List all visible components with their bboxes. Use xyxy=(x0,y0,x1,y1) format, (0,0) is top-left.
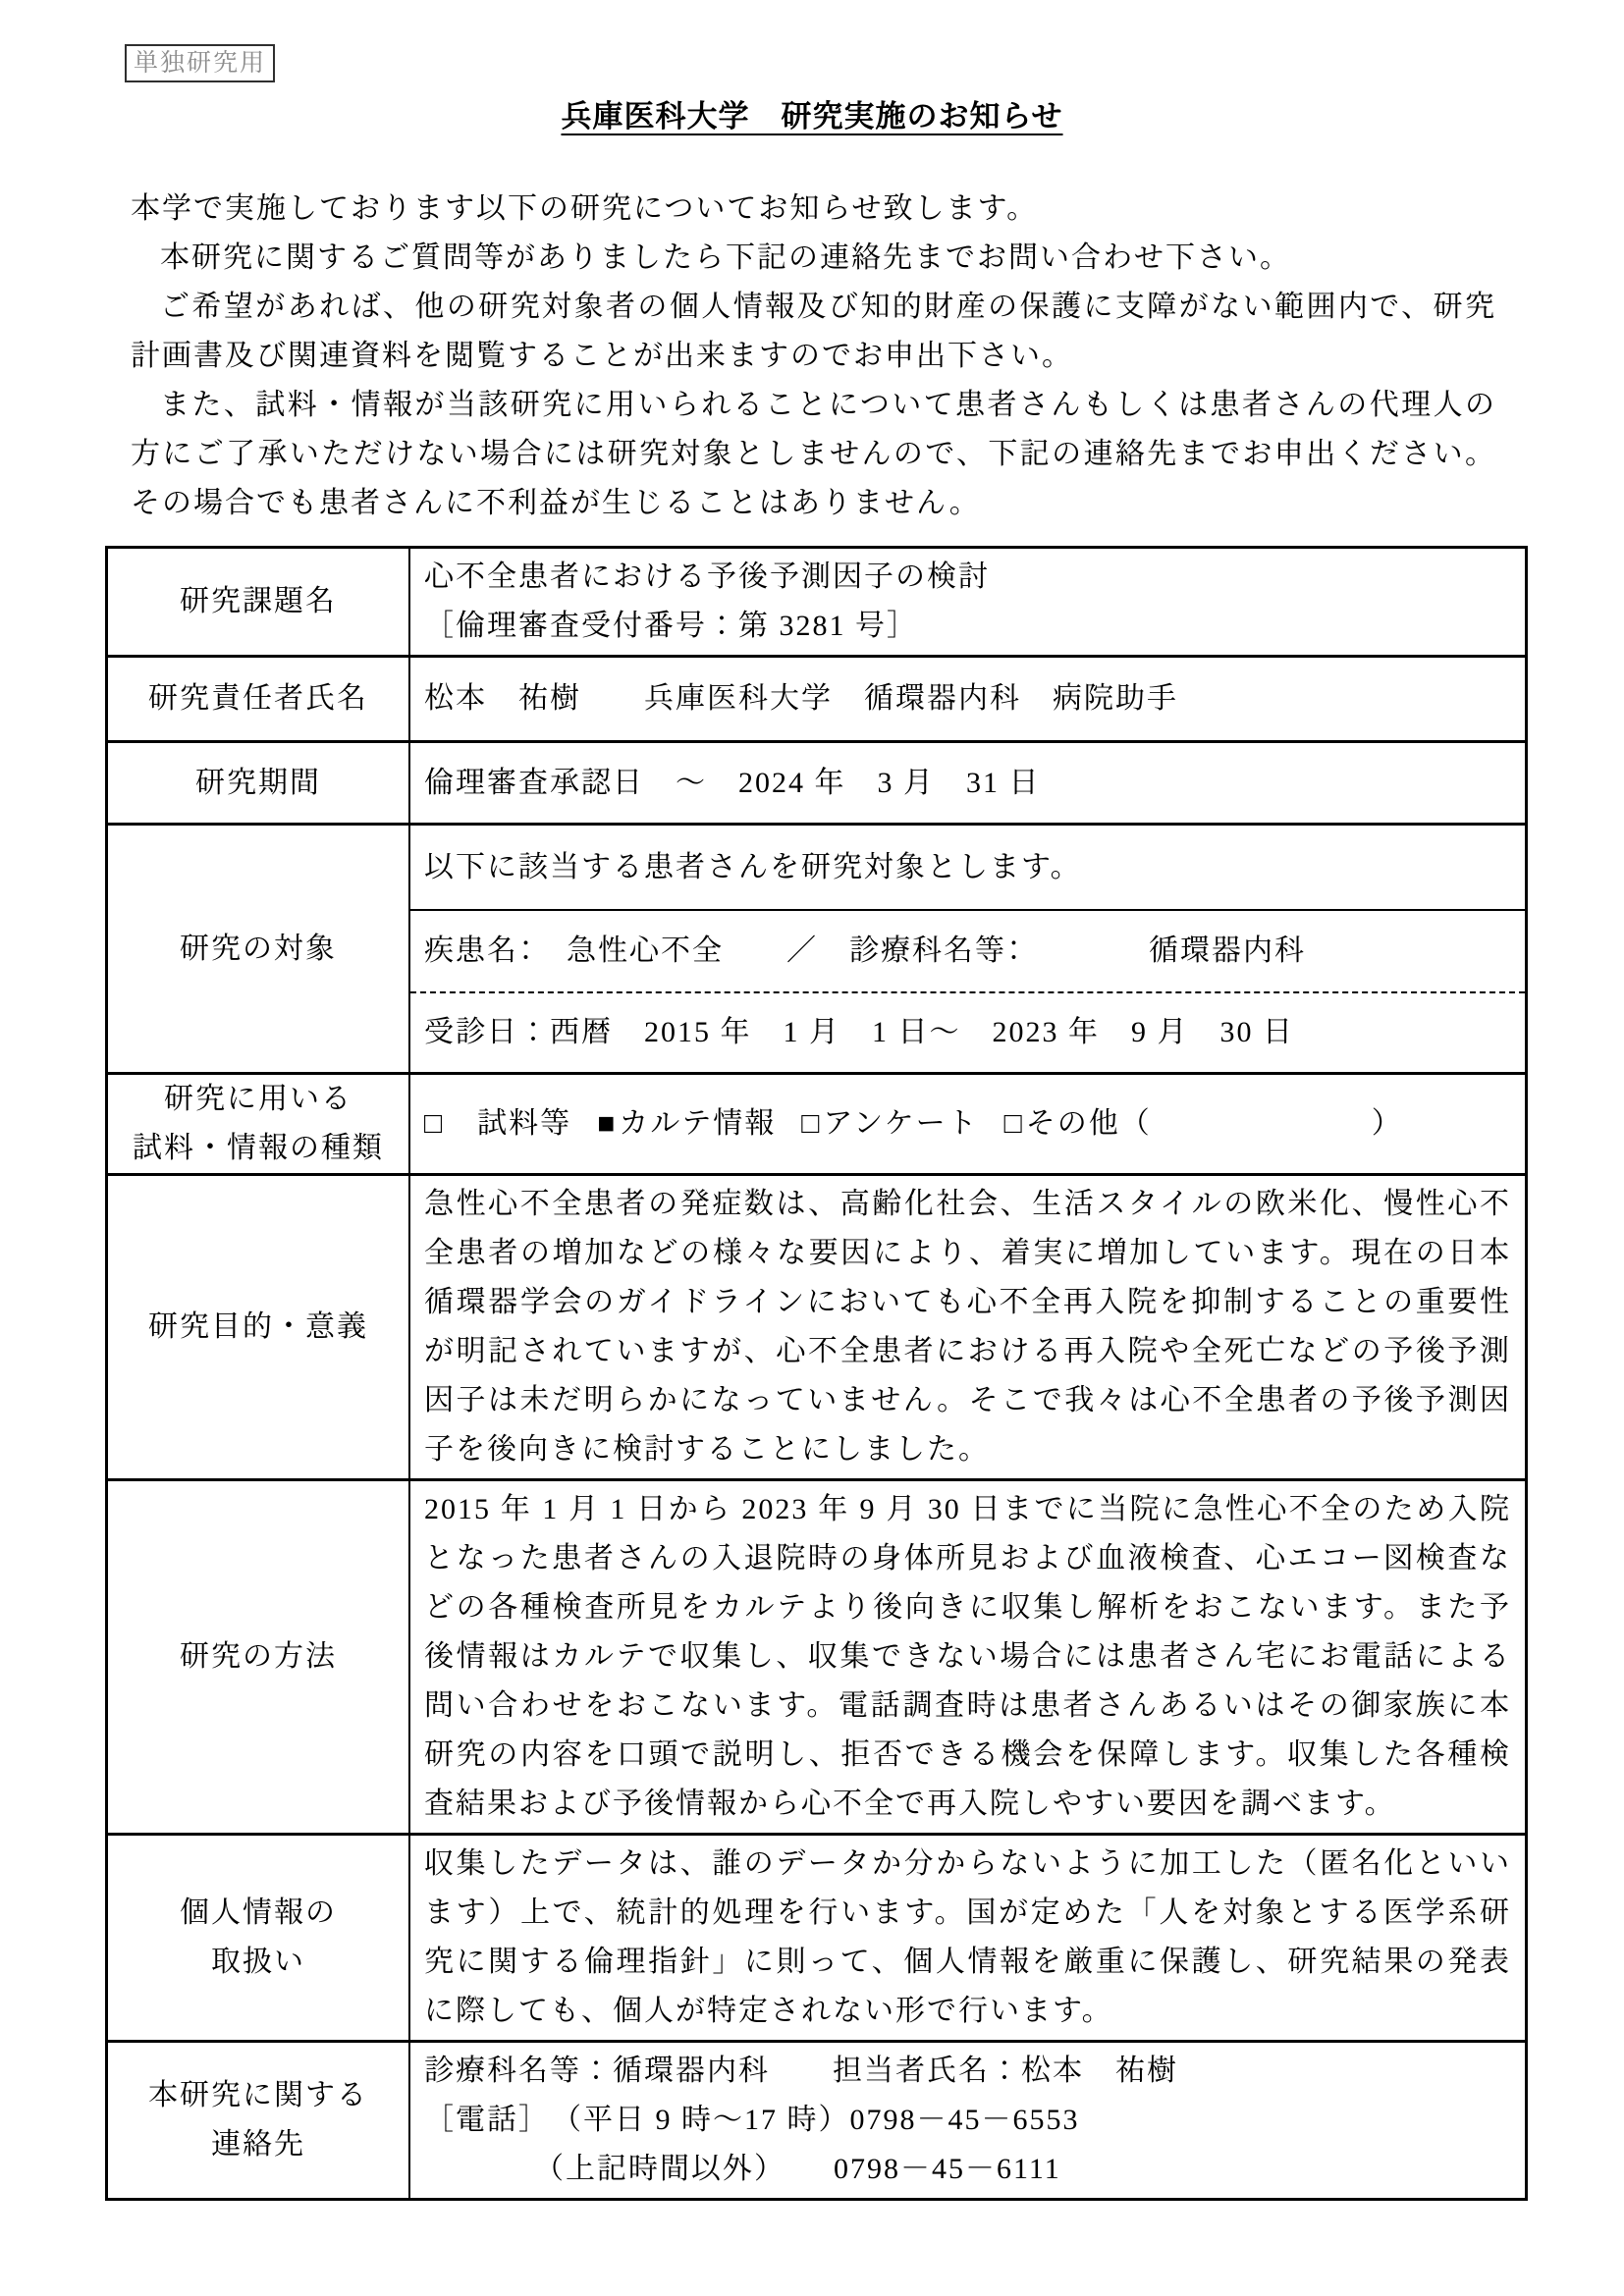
materials-option-samples-label: 試料等 xyxy=(446,1107,572,1140)
checkbox-unchecked-icon: □ xyxy=(424,1107,445,1140)
row-value-research-subjects xyxy=(409,825,1527,1074)
row-label-method: 研究の方法 xyxy=(107,1480,410,1835)
privacy-label-line1: 個人情報の xyxy=(180,1896,337,1929)
materials-option-other xyxy=(1004,1099,1403,1148)
table-row-contact xyxy=(107,2042,1527,2200)
privacy-label-line2: 取扱い xyxy=(211,1946,305,1978)
row-value-purpose: 急性心不全患者の発症数は、高齢化社会、生活スタイルの欧米化、慢性心不全患者の増加などの様々な要因により、着実に増加しています。現在の日本循環器学会のガイドラインにおいても心不全再入院を抑制することの重要性が明記されていますが、心不全患者における再入院や全死亡などの予後予測因子は未だ明らかになっていません。そこで我々は心不全患者の予後予測因子を後向きに検討することにしました。 xyxy=(409,1175,1527,1480)
table-row-purpose xyxy=(107,1175,1527,1480)
row-label-materials xyxy=(107,1074,410,1175)
contact-phone-weekday-line: ［電話］ （平日 9 時～17 時）0798－45－6553 xyxy=(424,2104,1080,2136)
contact-label-line2: 連絡先 xyxy=(211,2128,305,2161)
research-info-table xyxy=(105,546,1528,2201)
table-row-privacy xyxy=(107,1835,1527,2042)
checkbox-checked-icon: ■ xyxy=(597,1107,618,1140)
materials-option-samples xyxy=(424,1099,571,1148)
subjects-visit-date-line: 受診日：西暦 2015 年 1 月 1 日～ 2023 年 9 月 30 日 xyxy=(410,991,1525,1072)
row-label-contact xyxy=(107,2042,410,2200)
materials-option-medical-records xyxy=(597,1099,776,1148)
intro-paragraph-1: 本学で実施しております以下の研究についてお知らせ致します。 xyxy=(131,192,1039,225)
materials-option-questionnaire-label: アンケート xyxy=(823,1107,979,1140)
table-row-research-subjects xyxy=(107,825,1527,1074)
table-row-method xyxy=(107,1480,1527,1835)
checkbox-unchecked-icon: □ xyxy=(1003,1107,1024,1140)
row-label-research-subjects: 研究の対象 xyxy=(107,825,410,1074)
row-label-principal-investigator: 研究責任者氏名 xyxy=(107,657,410,742)
row-value-privacy: 収集したデータは、誰のデータか分からないように加工した（匿名化といいます）上で、統計的処理を行います。国が定めた「人を対象とする医学系研究に関する倫理指針」に則って、個人情報を厳重に保護し、研究結果の発表に際しても、個人が特定されない形で行います。 xyxy=(409,1835,1527,2042)
table-row-principal-investigator xyxy=(107,657,1527,742)
materials-option-other-label: その他（ ） xyxy=(1025,1107,1403,1140)
subjects-intro-line: 以下に該当する患者さんを研究対象とします。 xyxy=(424,850,1082,883)
page-title-text: 兵庫医科大学 研究実施のお知らせ xyxy=(561,99,1063,133)
row-label-research-title: 研究課題名 xyxy=(107,548,410,657)
table-row-research-title xyxy=(107,548,1527,657)
contact-phone-after-hours-line: （上記時間以外） 0798－45－6111 xyxy=(534,2153,1061,2185)
subjects-disease-line: 疾患名： 急性心不全 ／ 診療科名等： 循環器内科 xyxy=(410,909,1525,991)
row-value-research-period: 倫理審査承認日 ～ 2024 年 3 月 31 日 xyxy=(409,742,1527,825)
usage-tag-label: 単独研究用 xyxy=(134,50,267,77)
row-label-research-period: 研究期間 xyxy=(107,742,410,825)
contact-department-line: 診療科名等：循環器内科 担当者氏名：松本 祐樹 xyxy=(424,2055,1178,2087)
row-value-method: 2015 年 1 月 1 日から 2023 年 9 月 30 日までに当院に急性心不全のため入院となった患者さんの入退院時の身体所見および血液検査、心エコー図検査などの各種検査所見をカルテより後向きに収集し解析をおこないます。また予後情報はカルテで収集し、収集できない場合には患者さん宅にお電話による問い合わせをおこないます。電話調査時は患者さんあるいはその御家族に本研究の内容を口頭で説明し、拒否できる機会を保障します。収集した各種検査結果および予後情報から心不全で再入院しやすい要因を調べます。 xyxy=(409,1480,1527,1835)
row-value-research-title xyxy=(409,548,1527,657)
materials-option-questionnaire xyxy=(801,1099,978,1148)
materials-options xyxy=(424,1099,1511,1148)
row-label-privacy xyxy=(107,1835,410,2042)
materials-label-line1: 研究に用いる xyxy=(164,1083,352,1115)
research-title-text: 心不全患者における予後予測因子の検討 xyxy=(424,561,990,593)
intro-section xyxy=(131,185,1496,528)
materials-option-medical-records-label: カルテ情報 xyxy=(619,1107,777,1140)
checkbox-unchecked-icon: □ xyxy=(801,1107,822,1140)
row-label-purpose: 研究目的・意義 xyxy=(107,1175,410,1480)
table-row-materials xyxy=(107,1074,1527,1175)
ethics-review-number: ［倫理審査受付番号：第 3281 号］ xyxy=(424,610,918,642)
intro-paragraph-3: ご希望があれば、他の研究対象者の個人情報及び知的財産の保護に支障がない範囲内で、研究計画書及び関連資料を閲覧することが出来ますのでお申出下さい。 xyxy=(131,291,1496,372)
table-row-research-period xyxy=(107,742,1527,825)
contact-label-line1: 本研究に関する xyxy=(148,2079,368,2111)
row-value-contact xyxy=(409,2042,1527,2200)
row-value-materials xyxy=(409,1074,1527,1175)
row-value-principal-investigator: 松本 祐樹 兵庫医科大学 循環器内科 病院助手 xyxy=(409,657,1527,742)
usage-tag-box xyxy=(125,44,275,82)
intro-paragraph-2: 本研究に関するご質問等がありましたら下記の連絡先までお問い合わせ下さい。 xyxy=(160,241,1291,274)
materials-label-line2: 試料・情報の種類 xyxy=(133,1132,384,1164)
intro-paragraph-4: また、試料・情報が当該研究に用いられることについて患者さんもしくは患者さんの代理人の方にご了承いただけない場合には研究対象としませんので、下記の連絡先までお申出ください。その場合でも患者さんに不利益が生じることはありません。 xyxy=(131,389,1496,519)
